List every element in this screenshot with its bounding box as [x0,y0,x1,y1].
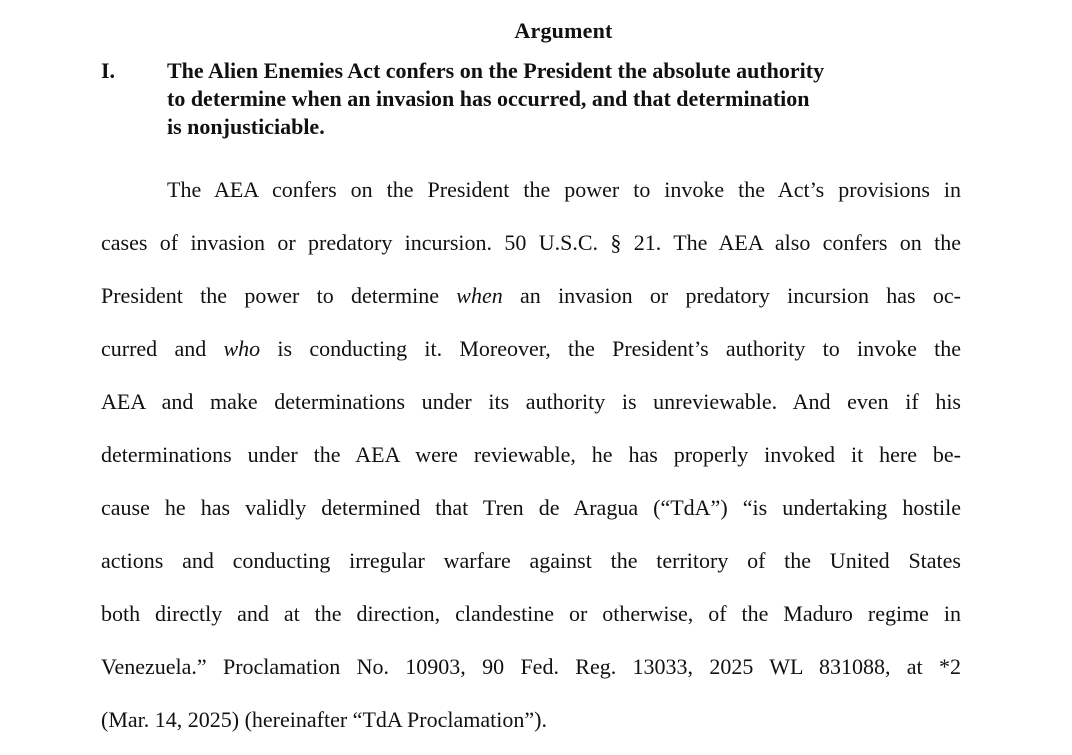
paragraph-line: AEA and make determinations under its authority is unreviewable. And even if his [101,389,961,414]
text-segment: is conducting it. Moreover, the President’s authority to invoke the [260,336,961,361]
paragraph-line: The AEA confers on the President the power to invoke the Act’s provisions in [167,177,961,202]
paragraph-line: (Mar. 14, 2025) (hereinafter “TdA Proclamation”). [101,707,547,732]
paragraph-line: cause he has validly determined that Tren de Aragua (“TdA”) “is undertaking hostile [101,495,961,520]
section-title-line: is nonjusticiable. [167,114,325,139]
paragraph-line: both directly and at the direction, clandestine or otherwise, of the Maduro regime in [101,601,961,626]
paragraph-line: actions and conducting irregular warfare against the territory of the United States [101,548,961,573]
text-segment: an invasion or predatory incursion has oc- [502,283,961,308]
text-segment: President the power to determine [101,283,457,308]
emphasis-text: when [456,283,503,308]
paragraph-line [101,335,961,363]
paragraph-line: determinations under the AEA were reviewable, he has properly invoked it here be- [101,442,961,467]
paragraph-line: cases of invasion or predatory incursion. 50 U.S.C. § 21. The AEA also confers on the [101,230,961,255]
section-title [167,57,967,141]
section-number: I. [101,58,116,83]
paragraph-line: Venezuela.” Proclamation No. 10903, 90 Fed. Reg. 13033, 2025 WL 831088, at *2 [101,654,961,679]
text-segment: curred and [101,336,224,361]
paragraph-line [101,282,961,310]
section-title-line: to determine when an invasion has occurred, and that determination [167,86,810,111]
emphasis-text: who [223,336,261,361]
page-heading: Argument [514,18,613,43]
section-title-line: The Alien Enemies Act confers on the President the absolute authority [167,58,825,83]
